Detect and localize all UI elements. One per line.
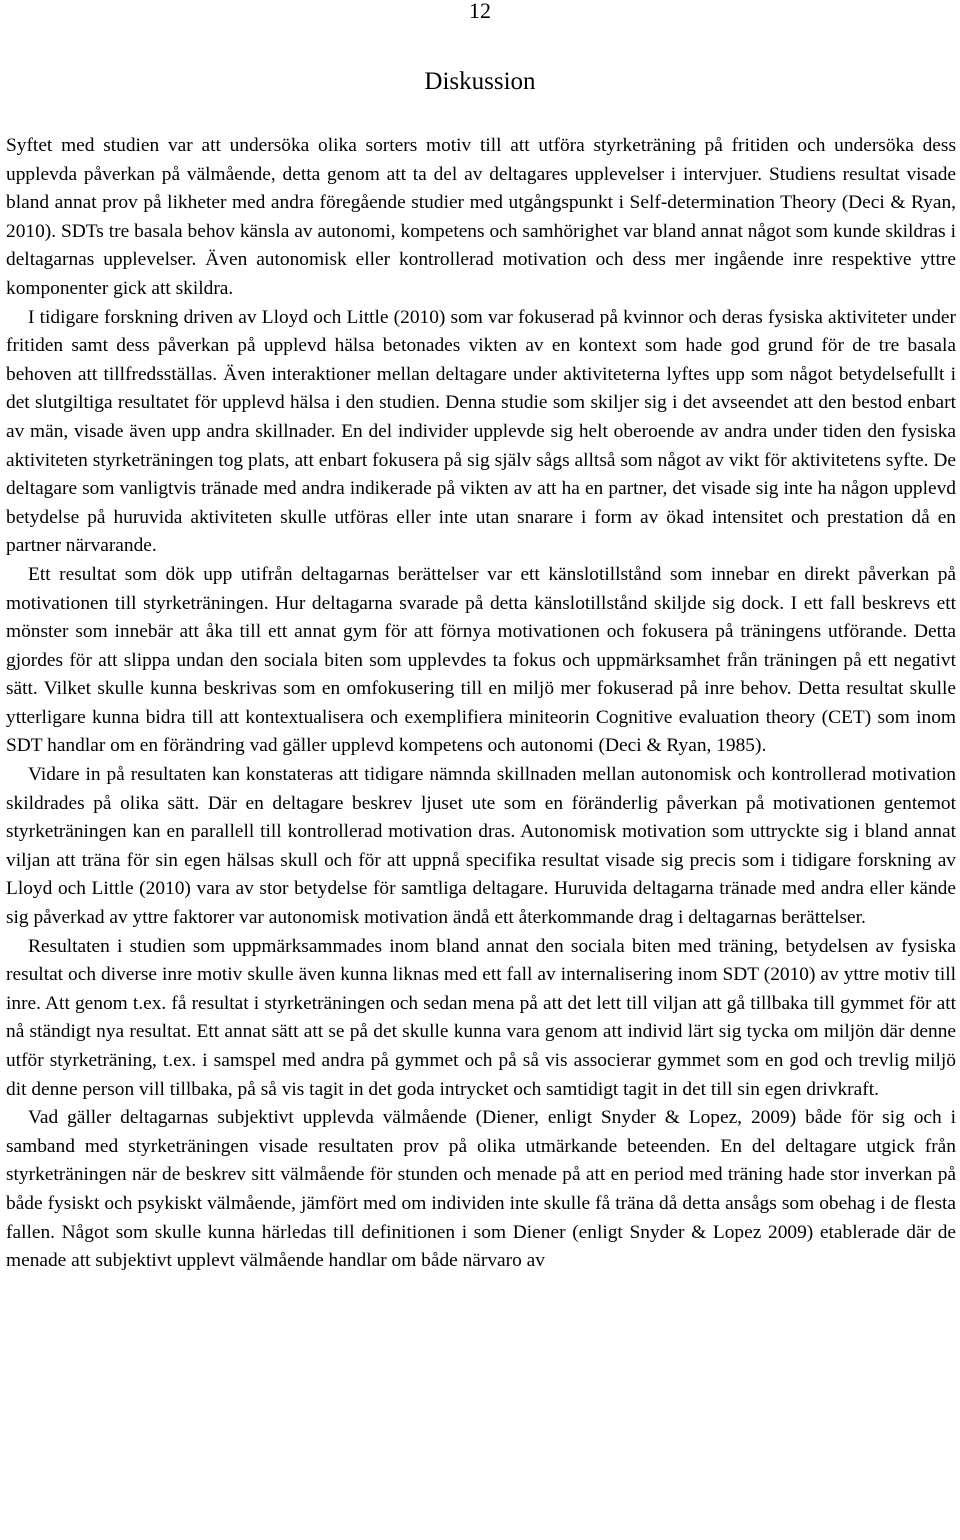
body-text <box>6 132 956 1276</box>
section-heading: Diskussion <box>424 68 536 95</box>
paragraph-intro: Syftet med studien var att undersöka olika sorters motiv till att utföra styrketräning på fritiden och undersöka dess upplevda påverkan på välmående, detta genom att ta del av deltagares upplevelser i intervjuer. Studiens resultat visade bland annat prov på likheter med andra föregående studier med utgångspunkt i Self-determination Theory (Deci & Ryan, 2010). SDTs tre basala behov känsla av autonomi, kompetens och samhörighet var bland annat något som kunde skildras i deltagarnas upplevelser. Även autonomisk eller kontrollerad motivation och dess mer ingående inre respektive yttre komponenter gick att skildra. <box>6 135 956 299</box>
paragraph-previous-research: I tidigare forskning driven av Lloyd och Little (2010) som var fokuserad på kvinnor och deras fysiska aktiviteter under fritiden samt dess påverkan på upplevd hälsa betonades vikten av en kontext som hade god grund för de tre basala behoven att tillfredsställas. Även interaktioner mellan deltagare under aktiviteterna lyftes upp som något betydelsefullt i det slutgiltiga resultatet för upplevd hälsa i den studien. Denna studie som skiljer sig i det avseendet att den bestod enbart av män, visade även upp andra skillnader. En del individer upplevde sig helt oberoende av andra under tiden den fysiska aktiviteten styrketräningen tog plats, att enbart fokusera på sig själv sågs alltså som något av vikt för aktivitetens syfte. De deltagare som vanligtvis tränade med andra indikerade på vikten av att ha en partner, det visade sig inte ha någon upplevd betydelse på huruvida aktiviteten skulle utföras eller inte utan snarare i form av ökad intensitet och prestation då en partner närvarande. <box>6 306 956 557</box>
paragraph-emotional-state: Ett resultat som dök upp utifrån deltagarnas berättelser var ett känslotillstånd som innebar en direkt påverkan på motivationen till styrketräningen. Hur deltagarna svarade på detta känslotillstånd skiljde sig dock. I ett fall beskrevs ett mönster som innebär att åka till ett annat gym för att förnya motivationen och fokusera på träningens utförande. Detta gjordes för att slippa undan den sociala biten som upplevdes ta fokus och uppmärksamhet från träningen på ett negativt sätt. Vilket skulle kunna beskrivas som en omfokusering till en miljö mer fokuserad på inre behov. Detta resultat skulle ytterligare kunna bidra till att kontextualisera och exemplifiera miniteorin Cognitive evaluation theory (CET) som inom SDT handlar om en förändring vad gäller upplevd kompetens och autonomi (Deci & Ryan, 1985). <box>6 563 956 757</box>
paragraph-wellbeing: Vad gäller deltagarnas subjektivt upplevda välmående (Diener, enligt Snyder & Lopez, 2009) både för sig och i samband med styrketräningen visade resultaten prov på olika utmärkande beteenden. En del deltagare utgick från styrketräningen när de beskrev sitt välmående för stunden och menade på att en period med träning hade stor inverkan på både fysiskt och psykiskt välmående, jämfört med om individen inte skulle få träna då detta ansågs som obehag i de flesta fallen. Något som skulle kunna härledas till definitionen i som Diener (enligt Snyder & Lopez 2009) etablerade där de menade att subjektivt upplevt välmående handlar om både närvaro av <box>6 1107 956 1272</box>
page-number: 12 <box>469 0 491 23</box>
paragraph-motivation-types: Vidare in på resultaten kan konstateras att tidigare nämnda skillnaden mellan autonomisk och kontrollerad motivation skildrades på olika sätt. Där en deltagare beskrev ljuset ute som en föränderlig påverkan på motivationen gentemot styrketräningen kan en parallell till kontrollerad motivation dras. Autonomisk motivation som uttryckte sig i bland annat viljan att träna för sin egen hälsas skull och för att uppnå specifika resultat visade sig precis som i tidigare forskning av Lloyd och Little (2010) vara av stor betydelse för samtliga deltagare. Huruvida deltagarna tränade med andra eller kände sig påverkad av yttre faktorer var autonomisk motivation ändå ett återkommande drag i deltagarnas berättelser. <box>6 764 956 929</box>
paragraph-internalisation: Resultaten i studien som uppmärksammades inom bland annat den sociala biten med träning, betydelsen av fysiska resultat och diverse inre motiv skulle även kunna liknas med ett fall av internalisering inom SDT (2010) av yttre motiv till inre. Att genom t.ex. få resultat i styrketräningen och sedan mena på att det lett till viljan att gå tillbaka till gymmet för att nå ständigt nya resultat. Ett annat sätt att se på det skulle kunna vara genom att individ lärt sig tycka om miljön där denne utför styrketräning, t.ex. i samspel med andra på gymmet och på så vis associerar gymmet som en god och trevlig miljö dit denne person vill tillbaka, på så vis tagit in det goda intrycket och samtidigt tagit in det till sin egen drivkraft. <box>6 935 956 1100</box>
